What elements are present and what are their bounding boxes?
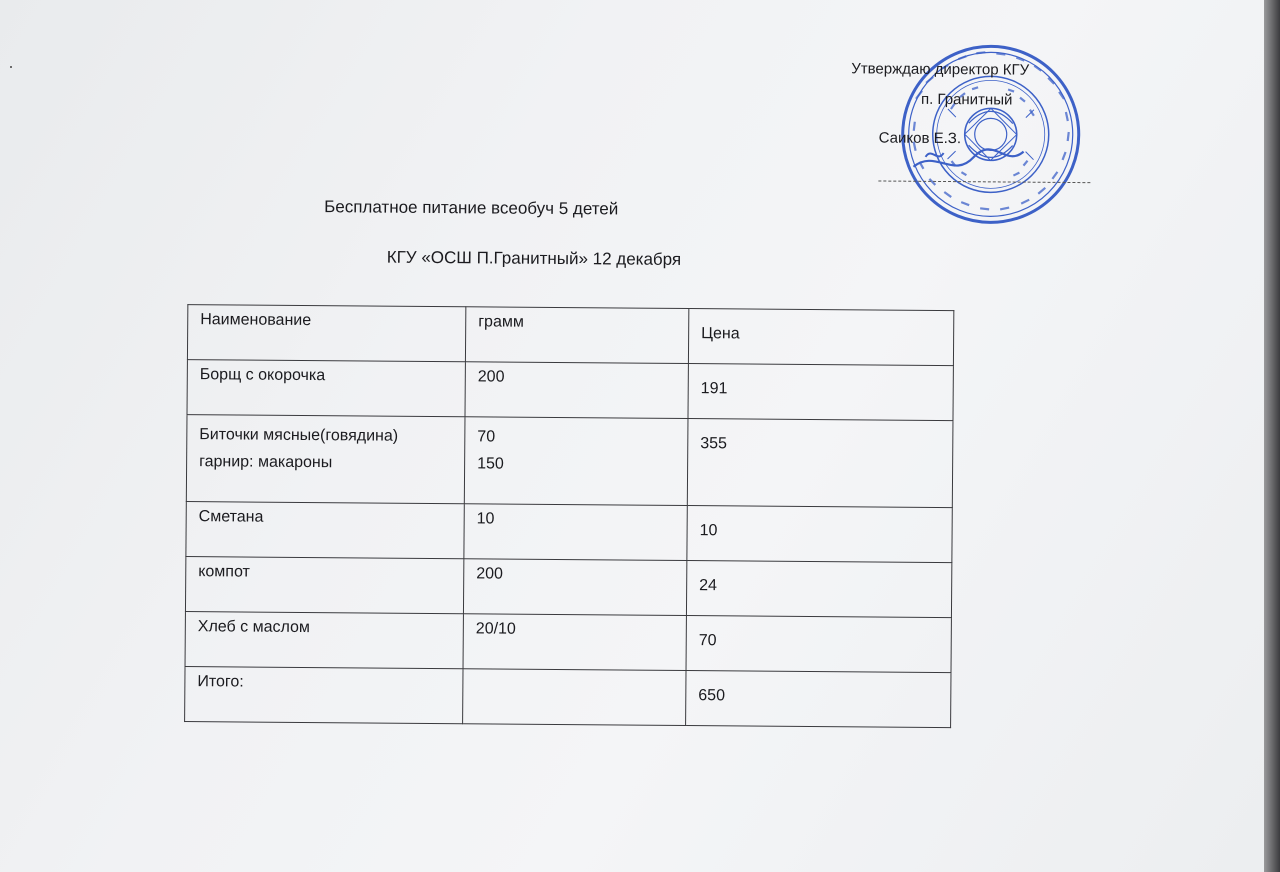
row-name: Хлеб с маслом <box>185 612 463 669</box>
row-name-cell <box>186 415 465 504</box>
row-price: 10 <box>687 506 952 563</box>
row-grams: 10 <box>464 504 687 561</box>
table-row <box>185 612 951 673</box>
row-price: 191 <box>688 364 953 421</box>
row-name: компот <box>185 557 463 614</box>
table-header-row <box>187 305 953 366</box>
total-label: Итого: <box>185 667 463 724</box>
header-grams: грамм <box>465 307 688 364</box>
row-price: 24 <box>686 560 951 617</box>
table-total-row <box>185 667 951 728</box>
table-row <box>186 415 953 508</box>
row-grams: 200 <box>463 559 686 616</box>
row-price: 70 <box>686 615 951 672</box>
approval-signer: Саиков Е.З. <box>878 129 962 148</box>
row-side-dish: гарнир: макароны <box>199 453 333 472</box>
table-row <box>186 502 952 563</box>
document-subtitle: КГУ «ОСШ П.Гранитный» 12 декабря <box>386 247 682 269</box>
header-price: Цена <box>688 309 953 366</box>
row-grams-side: 150 <box>477 455 504 473</box>
approval-line-1: Утверждаю директор КГУ <box>851 60 1030 79</box>
menu-table <box>184 304 954 728</box>
approval-line-2: п. Гранитный <box>920 90 1013 109</box>
row-grams: 20/10 <box>463 614 686 671</box>
row-name: Борщ с окорочка <box>187 360 465 417</box>
table-row <box>187 360 953 421</box>
header-name: Наименование <box>187 305 465 362</box>
row-name: Сметана <box>186 502 464 559</box>
document-title: Бесплатное питание всеобуч 5 детей <box>324 197 619 219</box>
row-price: 355 <box>687 419 953 508</box>
total-grams <box>463 669 686 726</box>
row-grams: 200 <box>465 362 688 419</box>
table-row <box>185 557 951 618</box>
row-grams: 70 <box>477 428 496 446</box>
row-name: Биточки мясные(говядина) <box>199 426 399 445</box>
row-grams-cell <box>464 417 688 506</box>
total-price: 650 <box>686 670 951 727</box>
